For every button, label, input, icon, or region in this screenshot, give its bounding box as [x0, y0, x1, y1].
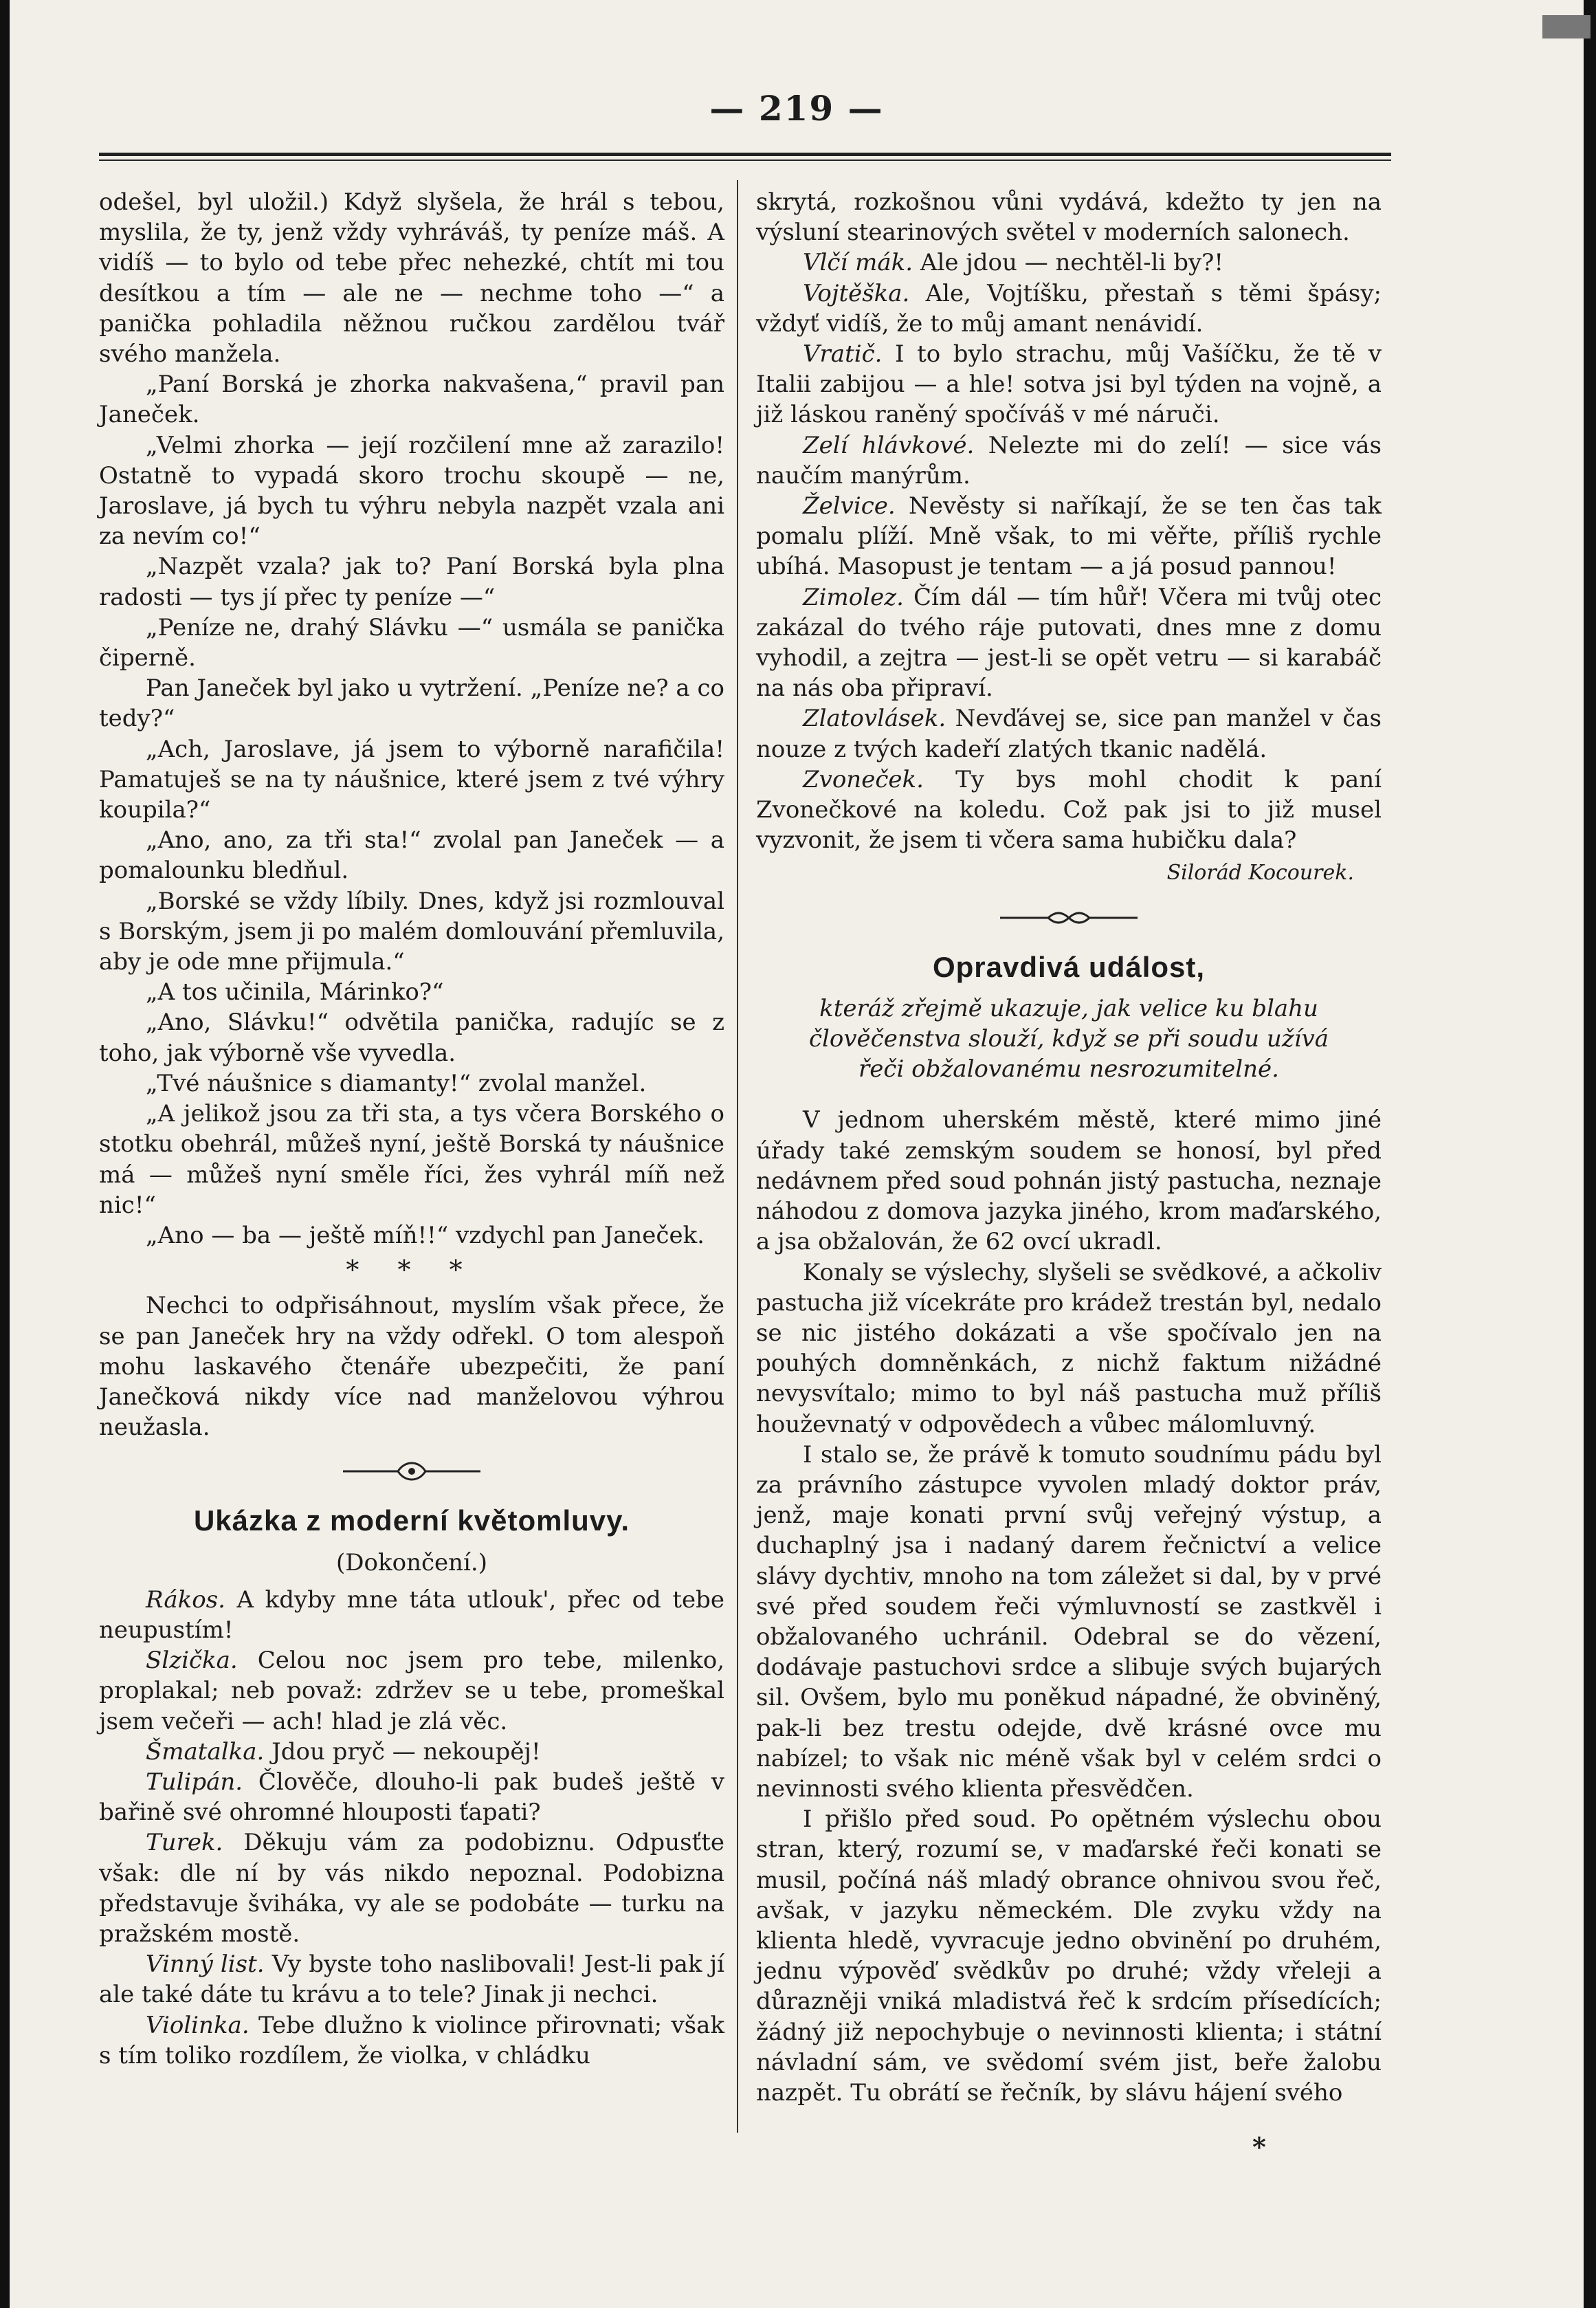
flower-name: Zvoneček. — [803, 765, 924, 793]
flower-name: Violinka. — [146, 2011, 250, 2039]
flower-name: Slzička. — [146, 1647, 238, 1675]
flower-entry — [756, 582, 1382, 704]
flower-name: Turek. — [146, 1829, 223, 1857]
flower-name: Šmatalka. — [146, 1737, 265, 1766]
flower-text: Ale, Vojtíšku, přestaň s těmi špásy; vždyť vidíš, že to můj amant nenávidí. — [756, 279, 1382, 338]
flower-name: Vinný list. — [146, 1950, 265, 1979]
flower-entries-continued — [756, 248, 1382, 855]
flower-name: Rákos. — [146, 1585, 225, 1614]
left-column — [99, 187, 724, 2071]
flower-entry — [756, 765, 1382, 856]
flower-name: Tulipán. — [146, 1768, 243, 1796]
article-text — [756, 1105, 1382, 2108]
flower-entry — [756, 430, 1382, 491]
article-paragraph: Konaly se výslechy, slyšeli se svědkové, a ačkoliv pastucha již vícekráte pro krádež trestán byl, nedalo se nic jistého dokázati a vše spočívalo jen na pouhých domněnkách, z nichž faktum nižádné nevysvítalo; mimo to byl náš pastucha muž příliš houževnatý v odpovědech a vůbec málomluvný. — [756, 1258, 1382, 1438]
story-paragraph: „Peníze ne, drahý Slávku —“ usmála se panička čiperně. — [99, 613, 724, 672]
story-paragraph: „A tos učinila, Márinko?“ — [146, 978, 444, 1007]
story-paragraph: „Ano — ba — ještě míň!!“ vzdychl pan Janeček. — [146, 1221, 705, 1249]
story-paragraph: „Nazpět vzala? jak to? Paní Borská byla plna radosti — tys jí přec ty peníze —“ — [99, 553, 724, 611]
right-column — [756, 187, 1382, 2108]
flower-entry — [99, 1645, 724, 1737]
article-paragraph: I přišlo před soud. Po opětném výslechu obou stran, který, rozumí se, v maďarské řeči konati se musil, počíná náš mladý obrance ohnivou svou řeč, avšak, v jazyku německém. Dle zvyku vždy na klienta hledě, vyvracuje jedno obvinění po druhém, jednu výpověď svědkův po druhé; vždy vřeleji a důrazněji vniká mladistvá řeč k srdcím přísedících; žádný již nepochybuje o nevinnosti klienta; i státní návladní sám, ve svědomí svém jist, beře žalobu nazpět. Tu obrátí se řečník, by slávu hájení svého — [756, 1805, 1382, 2107]
flower-text: Ty bys mohl chodit k paní Zvonečkové na koledu. Což pak jsi to již musel vyzvonit, že jsem ti včera sama hubičku dala? — [756, 765, 1382, 855]
flower-text: Děkuju vám za podobiznu. Odpusťte však: dle ní by vás nikdo nepoznal. Podobizna představuje šviháka, vy ale se podobáte — turku na pražském mostě. — [99, 1829, 724, 1948]
column-divider — [737, 180, 738, 2133]
story-paragraph: „A jelikož jsou za tři sta, a tys včera Borského o stotku obehrál, můžeš nyní, ještě Borská ty náušnice má — můžeš nyní směle říci, žes vyhrál míň než nic!“ — [99, 1100, 724, 1219]
flower-entry — [99, 1949, 724, 2010]
continuation-text: skrytá, rozkošnou vůni vydává, kdežto ty jen na výsluní stearinových světel v moderních salonech. — [756, 188, 1382, 247]
flower-entry — [99, 1585, 724, 1645]
story-paragraph: Pan Janeček byl jako u vytržení. „Peníze ne? a co tedy?“ — [99, 674, 724, 733]
flower-text: Člověče, dlouho-li pak budeš ještě v bařině své ohromné hlouposti ťapati? — [99, 1768, 725, 1827]
flower-entry — [99, 1827, 724, 1949]
story-paragraph: „Borské se vždy líbily. Dnes, když jsi rozmlouval s Borským, jsem ji po malém domlouvání přemluvila, aby je ode mne přijmula.“ — [99, 887, 725, 976]
flower-entry — [756, 491, 1382, 582]
ornament-divider — [99, 1458, 724, 1485]
section-break-stars: * * * — [346, 1255, 478, 1286]
article-paragraph: I stalo se, že právě k tomuto soudnímu pádu byl za právního zástupce vyvolen mladý doktor práv, jenž, maje konati první svůj veřejný výstup, a duchaplný jsa i nadaný darem řečnictví a velice slávy dychtiv, mnoho na tom záležet si dal, by v prvé své před soudem řeči výmluvností se zastkvěl i obžalovaného uchránil. Odebral se do vězení, dodávaje pastuchovi srdce a slibuje svých bujarých sil. Ovšem, bylo mu poněkud nápadné, že obviněný, pak-li bez trestu odejde, dvě krásné ovce mu nabízel; to však nic méně však byl v celém srdci o nevinnosti svého klienta přesvědčen. — [756, 1440, 1382, 1803]
author-signature: Silorád Kocourek. — [1166, 861, 1354, 886]
story-paragraph: „Velmi zhorka — její rozčilení mne až zarazilo! Ostatně to vypadá skoro trochu skoupě — ne, Jaroslave, já bych tu výhru nebyla nazpět vzala ani za nevím co!“ — [99, 431, 724, 551]
flower-entry — [99, 1767, 724, 1827]
flower-entry — [99, 1737, 724, 1767]
flower-name: Zimolez. — [803, 583, 904, 611]
flower-text: Čím dál — tím hůř! Včera mi tvůj otec zakázal do tvého ráje putovati, dnes mne z domu vyhodil, a zejtra — jest-li se opět vetru — si karabáč na nás oba připraví. — [756, 583, 1382, 703]
footer-mark: * — [1252, 2131, 1266, 2162]
flower-text: Jdou pryč — nekoupěj! — [271, 1737, 541, 1766]
newspaper-page — [10, 0, 1584, 2308]
story-paragraph: „Ano, ano, za tři sta!“ zvolal pan Janeček — a pomalounku bledňul. — [99, 826, 724, 885]
flower-text: Ale jdou — nechtěl-li by?! — [920, 249, 1224, 277]
story-paragraph: „Tvé náušnice s diamanty!“ zvolal manžel. — [146, 1069, 647, 1097]
flower-text: Nelezte mi do zelí! — sice vás naučím manýrům. — [756, 431, 1382, 490]
flower-name: Želvice. — [803, 492, 896, 520]
article-intro: kteráž zřejmě ukazuje, jak velice ku blahu člověčenstva slouží, když se při soudu užívá řeči obžalovanému nesrozumitelné. — [808, 994, 1329, 1084]
story-text — [99, 187, 724, 1251]
scan-edge-mark — [1542, 15, 1591, 39]
header-rule-thin — [99, 160, 1391, 161]
flower-name: Vojtěška. — [803, 279, 910, 307]
flower-entries — [99, 1585, 724, 2071]
flower-entry — [756, 248, 1382, 278]
flower-name: Vratič. — [803, 340, 883, 369]
section-title: Ukázka z moderní květomluvy. — [193, 1504, 630, 1537]
article-paragraph: V jednom uherském městě, které mimo jiné úřady také zemským soudem se honosí, byl před nedávnem před soud pohnán jistý pastucha, neznaje náhodou z domova jazyka jiného, krom maďarského, a jsa obžalován, že 62 ovcí ukradl. — [756, 1106, 1382, 1256]
flower-text: Celou noc jsem pro tebe, milenko, proplakal; neb považ: zdržev se u tebe, promeškal jsem večeři — ach! hlad je zlá věc. — [99, 1647, 725, 1735]
flower-text: Nevěsty si naříkají, že se ten čas tak pomalu plíží. Mně však, to mi věřte, příliš rychle ubíhá. Masopust je tentam — a já posud pannou! — [756, 492, 1382, 581]
flower-text: Tebe dlužno k violince přirovnati; však s tím toliko rozdílem, že violka, v chládku — [99, 2011, 725, 2069]
story-paragraph: odešel, byl uložil.) Když slyšela, že hrál s tebou, myslila, že ty, jenž vždy vyhráváš, ty peníze máš. A vidíš — to bylo od tebe přec nehezké, chtít mi tou desítkou a tím — ale ne — nechme toho —“ a panička pohladila něžnou ručkou zardělou tvář svého manžela. — [99, 188, 724, 369]
flower-entry — [756, 339, 1382, 430]
story-closing-paragraph: Nechci to odpřisáhnout, myslím však přece, že se pan Janeček hry na vždy odřekl. O tom alespoň mohu laskavého čtenáře ubezpečiti, že paní Janečková nikdy více nad manželovou výhrou neužasla. — [99, 1292, 724, 1442]
story-paragraph: „Ano, Slávku!“ odvětila panička, radujíc se z toho, jak výborně vše vyvedla. — [99, 1009, 724, 1067]
flower-text: I to bylo strachu, můj Vašíčku, že tě v Italii zabijou — a hle! sotva jsi byl týden na vojně, a již láskou raněný spočíváš v mé náruči. — [756, 340, 1382, 429]
flower-name: Vlčí mák. — [803, 249, 913, 277]
page-number: — 219 — — [709, 88, 884, 129]
flower-text: Vy byste toho naslibovali! Jest-li pak jí ale také dáte tu krávu a to tele? Jinak ji nechci. — [99, 1950, 725, 2009]
story-paragraph: „Ach, Jaroslave, já jsem to výborně narafičila! Pamatuješ se na ty náušnice, které jsem z tvé výhry koupila?“ — [99, 735, 724, 824]
header-rule — [99, 153, 1391, 156]
section-subhead: (Dokončení.) — [336, 1548, 487, 1576]
flower-name: Zelí hlávkové. — [803, 431, 975, 459]
flower-entry — [756, 278, 1382, 339]
flower-entry — [756, 703, 1382, 764]
ornament-divider-right — [756, 904, 1382, 932]
flower-entry — [99, 2010, 724, 2071]
story-paragraph: „Paní Borská je zhorka nakvašena,“ pravil pan Janeček. — [99, 371, 724, 429]
flower-text: A kdyby mne táta utlouk', přec od tebe neupustím! — [99, 1585, 725, 1644]
flower-name: Zlatovlásek. — [803, 705, 946, 733]
article-title: Opravdivá událost, — [932, 950, 1206, 983]
flower-text: Nevďávej se, sice pan manžel v čas nouze z tvých kadeří zlatých tkanic nadělá. — [756, 705, 1382, 763]
